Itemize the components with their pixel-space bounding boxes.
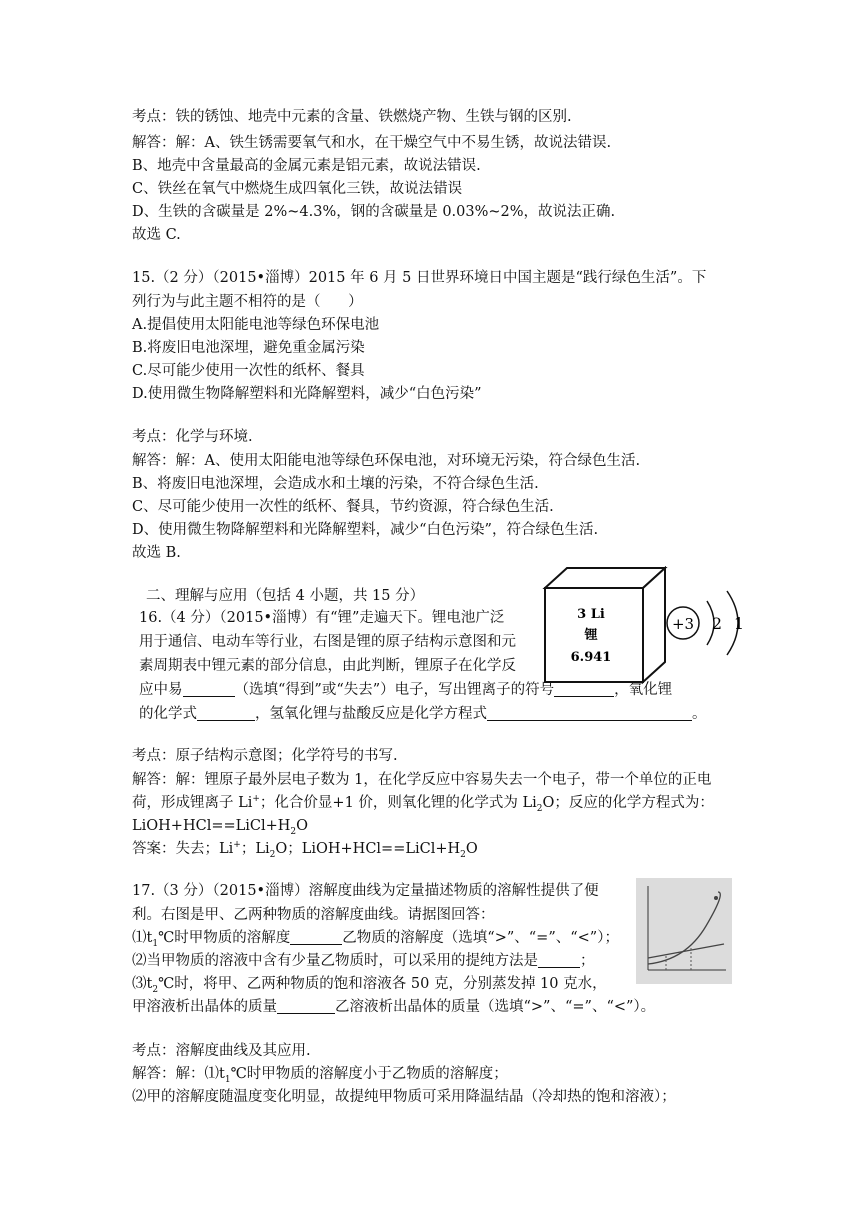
kaodian-14: 考点：铁的锈蚀、地壳中元素的含量、铁燃烧产物、生铁与钢的区别. <box>132 109 572 125</box>
shell-1-count: 2 <box>711 614 723 633</box>
answer-14-a: 解答：解：A、铁生锈需要氧气和水，在干燥空气中不易生锈，故说法错误. <box>132 135 612 151</box>
answer-blank[interactable] <box>487 705 692 721</box>
section-heading: 二、理解与应用（包括 4 小题，共 15 分） <box>146 588 425 604</box>
kaodian-17: 考点：溶解度曲线及其应用. <box>132 1043 311 1059</box>
q17-line-2: 利。右图是甲、乙两种物质的溶解度曲线。请据图回答： <box>132 907 495 923</box>
answer-blank[interactable] <box>290 929 342 945</box>
answer-16-1: 解答：解：锂原子最外层电子数为 1，在化学反应中容易失去一个电子，带一个单位的正电 <box>132 772 712 788</box>
answer-15-d: D、使用微生物降解塑料和光降解塑料，减少“白色污染”，符合绿色生活. <box>132 522 599 538</box>
q16-line-5: 的化学式 ，氢氧化锂与盐酸反应是化学方程式 。 <box>139 706 707 722</box>
curve-point <box>714 896 718 900</box>
answer-14-c: C、铁丝在氧气中燃烧生成四氧化三铁，故说法错误 <box>132 181 463 197</box>
q15-option-c: C.尽可能少使用一次性的纸杯、餐具 <box>132 363 365 379</box>
answer-blank[interactable] <box>277 998 335 1014</box>
q16-line-1: 16.（4 分）（2015•淄博）有“锂”走遍天下。锂电池广泛 <box>139 610 505 626</box>
q17-line-3: $⑴t_1℃$时甲物质的溶解度 乙物质的溶解度（选填“>”、“=”、“<”）； <box>132 930 619 949</box>
answer-14-d: D、生铁的含碳量是 2%~4.3%，钢的含碳量是 0.03%~2%，故说法正确. <box>132 204 616 220</box>
kaodian-16: 考点：原子结构示意图；化学符号的书写. <box>132 748 398 764</box>
answer-15-c: C、尽可能少使用一次性的纸杯、餐具，节约资源，符合绿色生活. <box>132 499 554 515</box>
answer-17-2: ⑵甲的溶解度随温度变化明显，故提纯甲物质可采用降温结晶（冷却热的饱和溶液）； <box>132 1089 676 1105</box>
q17-line-1: 17.（3 分）（2015•淄博）溶解度曲线为定量描述物质的溶解性提供了便 <box>132 883 599 899</box>
answer-16-3: $LiOH+HCl==LiCl+H_2O$ <box>132 818 309 837</box>
kaodian-15: 考点：化学与环境. <box>132 429 253 445</box>
answer-15-b: B、将废旧电池深埋，会造成水和土壤的污染，不符合绿色生活. <box>132 476 539 492</box>
element-mass: 6.941 <box>570 650 612 665</box>
q17-line-4: ⑵当甲物质的溶液中含有少量乙物质时，可以采用的提纯方法是 ； <box>132 953 595 969</box>
answer-blank[interactable] <box>538 952 580 968</box>
answer-17-1: 解答：解：$⑴t_1℃$时甲物质的溶解度小于乙物质的溶解度； <box>132 1066 508 1085</box>
element-cube-figure <box>541 566 671 686</box>
answer-16-4: 答案：失去；Li+；$Li_2O$；$LiOH+HCl==LiCl+H_2O$ <box>132 840 478 860</box>
q15-option-d: D.使用微生物降解塑料和光降解塑料，减少“白色污染” <box>132 386 482 402</box>
q15-stem-2: 列行为与此主题不相符的是（ ） <box>132 294 363 310</box>
answer-blank[interactable] <box>197 705 255 721</box>
atom-structure-figure <box>665 583 755 663</box>
nucleus-charge: +3 <box>671 615 695 633</box>
answer-blank[interactable] <box>183 681 235 697</box>
q16-line-3: 素周期表中锂元素的部分信息，由此判断，锂原子在化学反 <box>139 658 516 674</box>
q15-option-a: A.提倡使用太阳能电池等绿色环保电池 <box>132 317 380 333</box>
q17-line-5: $⑶t_2℃$时，将甲、乙两种物质的饱和溶液各 50 克，分别蒸发掉 10 克水， <box>132 976 607 995</box>
answer-16-2: 荷，形成锂离子 Li+；化合价显+1 价，则氧化锂的化学式为 $Li_2O$；反应的化学方程式为： <box>132 794 714 814</box>
q15-stem-1: 15.（2 分）（2015•淄博）2015 年 6 月 5 日世界环境日中国主题是“践行绿色生活”。下 <box>132 270 707 286</box>
q16-line-2: 用于通信、电动车等行业，右图是锂的原子结构示意图和元 <box>139 634 516 650</box>
solubility-curve-figure <box>636 878 732 984</box>
q15-option-b: B.将废旧电池深埋，避免重金属污染 <box>132 340 365 356</box>
element-symbol: 3 Li <box>577 607 605 622</box>
answer-15-a: 解答：解：A、使用太阳能电池等绿色环保电池，对环境无污染，符合绿色生活. <box>132 453 641 469</box>
answer-14-result: 故选 C. <box>132 227 181 243</box>
element-name: 锂 <box>584 628 598 643</box>
answer-15-result: 故选 B. <box>132 545 181 561</box>
q16-line-4: 应中易 （选填“得到”或“失去”）电子，写出锂离子的符号 ，氧化锂 <box>139 682 673 698</box>
answer-14-b: B、地壳中含量最高的金属元素是铝元素，故说法错误. <box>132 158 481 174</box>
q17-line-6: 甲溶液析出晶体的质量 乙溶液析出晶体的质量（选填“>”、“=”、“<”）。 <box>132 999 656 1015</box>
shell-2-count: 1 <box>733 614 745 633</box>
